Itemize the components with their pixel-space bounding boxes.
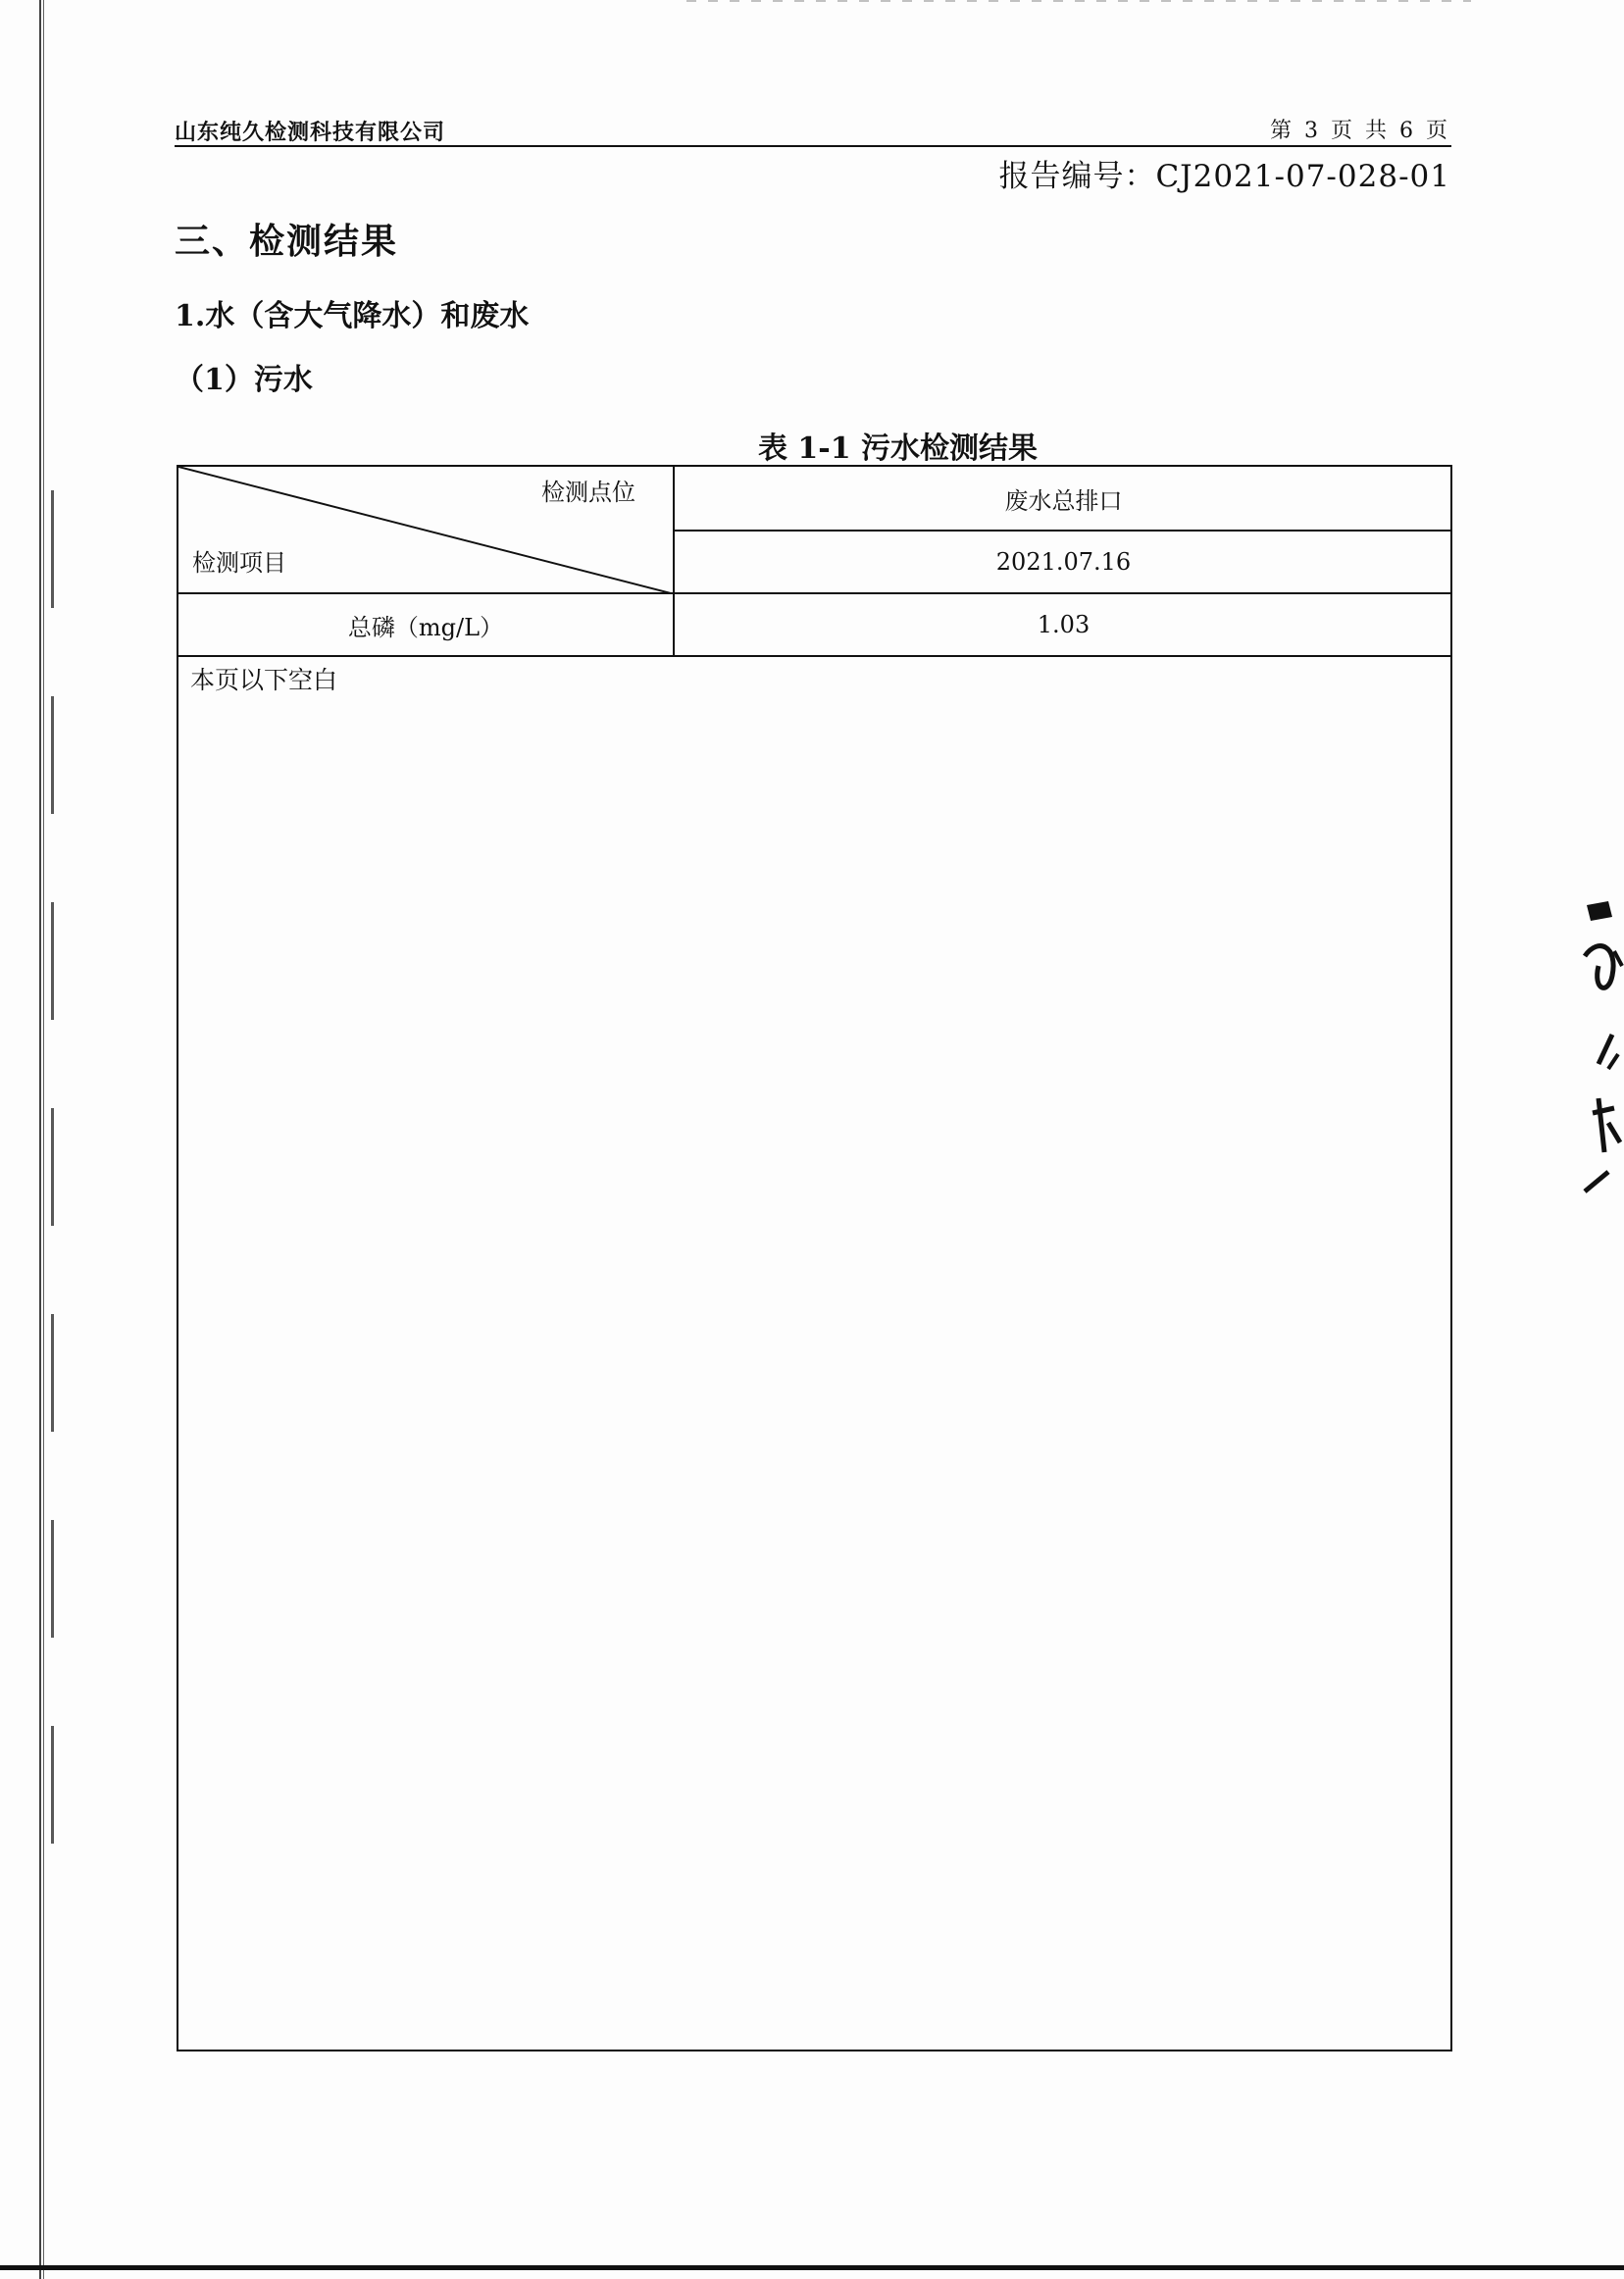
- corner-label-location: 检测点位: [541, 479, 635, 506]
- item-cell: 总磷（mg/L）: [347, 613, 504, 641]
- corner-label-item: 检测项目: [192, 549, 286, 577]
- scan-top-edge: [686, 0, 1471, 2]
- seal-fragment: [1579, 897, 1624, 1250]
- table-caption: 表 1-1 污水检测结果: [757, 431, 1039, 466]
- section-subtitle: 1.水（含大气降水）和废水: [175, 299, 530, 333]
- date-cell: 2021.07.16: [995, 548, 1132, 576]
- results-table: [177, 465, 1452, 2051]
- company-name: 山东纯久检测科技有限公司: [175, 120, 446, 145]
- value-cell: 1.03: [1037, 611, 1091, 638]
- scan-binding-edge: [39, 0, 45, 2279]
- table-caption-wrap: [0, 424, 1624, 467]
- location-cell: 废水总排口: [1004, 486, 1123, 515]
- report-number: 报告编号：CJ2021-07-028-01: [998, 159, 1450, 194]
- scan-bottom-edge: [0, 2265, 1624, 2270]
- page-indicator: 第 3 页 共 6 页: [1270, 119, 1450, 143]
- scan-binding-marks: [51, 490, 54, 1863]
- blank-page-note: 本页以下空白: [190, 666, 338, 694]
- row-divider-data: [178, 655, 1452, 657]
- section-title: 三、检测结果: [175, 221, 399, 262]
- header-divider: [175, 145, 1451, 147]
- section-sub-subtitle: （1）污水: [175, 363, 313, 397]
